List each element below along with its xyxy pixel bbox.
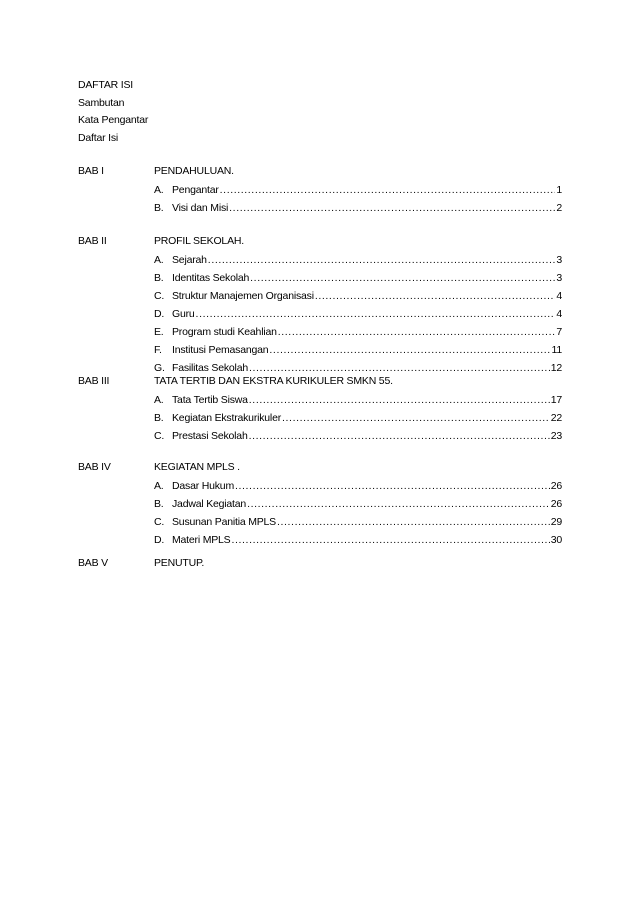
entry-page-number: 4 <box>556 307 562 320</box>
toc-entry[interactable] <box>154 391 562 409</box>
chapter-label: BAB IV <box>78 461 111 473</box>
entry-page-number: 26 <box>550 497 562 510</box>
chapter-label: BAB III <box>78 375 110 387</box>
entry-letter: B. <box>154 271 164 284</box>
entry-text: Identitas Sekolah <box>172 271 250 284</box>
toc-entry[interactable] <box>154 409 562 427</box>
entry-page-number: 12 <box>550 361 562 374</box>
toc-entry[interactable] <box>154 531 562 549</box>
toc-entry[interactable] <box>154 269 562 287</box>
dot-leader <box>282 409 550 427</box>
dot-leader <box>235 477 550 495</box>
chapter-bab-5 <box>78 555 562 573</box>
toc-entry[interactable] <box>154 181 562 199</box>
toc-entry[interactable] <box>154 427 562 445</box>
entry-letter: B. <box>154 201 164 214</box>
entry-page-number: 1 <box>556 183 562 196</box>
chapter-title: KEGIATAN MPLS . <box>154 461 240 473</box>
entry-page-number: 26 <box>550 479 562 492</box>
entry-page-number: 29 <box>550 515 562 528</box>
front-matter <box>78 77 148 147</box>
entry-text: Guru <box>172 307 195 320</box>
entry-letter: D. <box>154 307 165 320</box>
chapter-heading <box>78 163 562 181</box>
entry-letter: A. <box>154 183 164 196</box>
entry-letter: C. <box>154 515 165 528</box>
entry-letter: D. <box>154 533 165 546</box>
toc-entry[interactable] <box>154 495 562 513</box>
entry-text: Kegiatan Ekstrakurikuler <box>172 411 282 424</box>
chapter-heading <box>78 373 562 391</box>
entry-text: Visi dan Misi <box>172 201 229 214</box>
entry-page-number: 7 <box>556 325 562 338</box>
entry-text: Prestasi Sekolah <box>172 429 248 442</box>
dot-leader <box>208 251 556 269</box>
entry-page-number: 4 <box>556 289 562 302</box>
toc-entry[interactable] <box>154 251 562 269</box>
entry-page-number: 3 <box>556 271 562 284</box>
entry-text: Jadwal Kegiatan <box>172 497 247 510</box>
entry-letter: A. <box>154 393 164 406</box>
entry-letter: A. <box>154 479 164 492</box>
dot-leader <box>220 181 556 199</box>
entry-letter: F. <box>154 343 162 356</box>
chapter-bab-1 <box>78 163 562 217</box>
chapter-bab-4 <box>78 459 562 549</box>
entry-page-number: 22 <box>550 411 562 424</box>
entry-text: Materi MPLS <box>172 533 231 546</box>
entry-letter: C. <box>154 429 165 442</box>
toc-entry[interactable] <box>154 305 562 323</box>
entry-letter: G. <box>154 361 165 374</box>
entry-text: Dasar Hukum <box>172 479 234 492</box>
chapter-title: TATA TERTIB DAN EKSTRA KURIKULER SMKN 55. <box>154 375 393 387</box>
dot-leader <box>249 427 550 445</box>
dot-leader <box>229 199 555 217</box>
dot-leader <box>250 269 555 287</box>
entry-page-number: 11 <box>551 343 562 356</box>
toc-entry[interactable] <box>154 323 562 341</box>
toc-entry[interactable] <box>154 341 562 359</box>
dot-leader <box>196 305 556 323</box>
entry-page-number: 3 <box>556 253 562 266</box>
chapter-heading <box>78 555 562 573</box>
chapter-title: PENUTUP. <box>154 557 205 569</box>
entry-text: Sejarah <box>172 253 207 266</box>
dot-leader <box>278 323 556 341</box>
dot-leader <box>231 531 549 549</box>
entry-text: Susunan Panitia MPLS <box>172 515 276 528</box>
toc-entry[interactable] <box>154 199 562 217</box>
entry-page-number: 2 <box>556 201 562 214</box>
toc-entry[interactable] <box>154 477 562 495</box>
entry-page-number: 30 <box>550 533 562 546</box>
entry-letter: A. <box>154 253 164 266</box>
chapter-label: BAB V <box>78 557 108 569</box>
dot-leader <box>249 391 550 409</box>
front-matter-item: Kata Pengantar <box>78 114 149 126</box>
chapter-bab-3 <box>78 373 562 445</box>
entry-text: Fasilitas Sekolah <box>172 361 248 374</box>
front-matter-item: DAFTAR ISI <box>78 79 133 91</box>
toc-entry[interactable] <box>154 513 562 531</box>
front-matter-item: Daftar Isi <box>78 131 119 144</box>
entry-letter: B. <box>154 411 164 424</box>
chapter-heading <box>78 233 562 251</box>
entry-text: Pengantar <box>172 183 219 196</box>
dot-leader <box>315 287 556 305</box>
entry-letter: C. <box>154 289 165 302</box>
entry-letter: E. <box>154 325 164 338</box>
entry-page-number: 23 <box>550 429 562 442</box>
toc-entry[interactable] <box>154 287 562 305</box>
entry-text: Tata Tertib Siswa <box>172 393 248 406</box>
front-matter-item: Sambutan <box>78 96 125 109</box>
dot-leader <box>247 495 550 513</box>
entry-page-number: 17 <box>550 393 562 406</box>
entry-text: Institusi Pemasangan <box>172 343 269 356</box>
entry-text: Program studi Keahlian <box>172 325 277 338</box>
chapter-label: BAB II <box>78 235 107 247</box>
chapter-title: PROFIL SEKOLAH. <box>154 235 244 247</box>
dot-leader <box>277 513 550 531</box>
chapter-heading <box>78 459 562 477</box>
entry-text: Struktur Manajemen Organisasi <box>172 289 314 302</box>
entry-letter: B. <box>154 497 164 510</box>
chapter-title: PENDAHULUAN. <box>154 165 234 177</box>
dot-leader <box>269 341 550 359</box>
chapter-bab-2 <box>78 233 562 377</box>
chapter-label: BAB I <box>78 165 104 177</box>
